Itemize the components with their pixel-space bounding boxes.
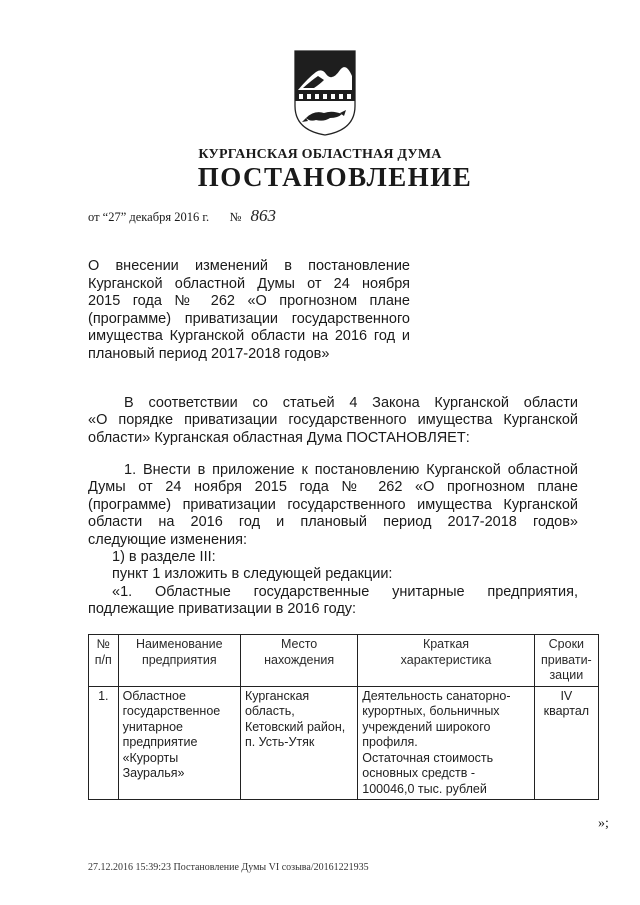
date-text: от “27” декабря 2016 г. [88,210,210,224]
cell-line: учреждений широкого [362,719,491,734]
title-line: 2015 года № 262 «О прогнозном плане [88,293,410,310]
document-title [88,258,410,364]
cell-line: государственное [122,704,221,718]
header-description [358,635,534,687]
closing-quote: »; [598,816,609,831]
item-line: 1. Внести в приложение к постановлению Курганской областной [124,462,578,478]
cell-line: IV [560,688,573,703]
cell-line: «Курорты [122,750,179,765]
header-line: привати- [540,652,592,667]
header-line: зации [549,668,584,682]
footer-stamp: 27.12.2016 15:39:23 Постановление Думы VI созыва/20161221935 [88,862,369,873]
cell-line: основных средств - [362,766,475,780]
title-line: Курганской областной Думы от 24 ноября [88,275,410,292]
header-name [118,635,240,687]
header-term [534,635,598,687]
title-line: имущества Курганской области на 2016 год и [88,328,410,345]
header-line: Сроки [548,637,585,651]
cell-number: 1. [89,686,119,800]
header-location [240,635,357,687]
cell-line: п. Усть-Утяк [244,735,315,749]
header-number [89,635,119,687]
cell-line: Зауралья» [122,766,185,780]
header-line: Краткая [422,637,470,651]
item-line: (программе) приватизации государственного имущества Курганской [88,496,578,513]
title-line: плановый период 2017-2018 годов» [88,345,330,362]
cell-line: Деятельность санаторно- [362,688,511,703]
cell-line: предприятие [122,735,198,749]
number-label: № [229,210,242,224]
cell-line: Кетовский район, [244,719,346,734]
cell-line: курортных, больничных [362,704,500,718]
cell-line: 100046,0 тыс. рублей [362,781,487,796]
coat-of-arms-icon [294,50,356,136]
cell-location [240,686,357,800]
document-number: 863 [250,206,276,225]
header-line: п/п [94,652,112,667]
cell-line: Областное [122,688,186,703]
item-line: области на 2016 год и плановый период 2017-2018 годов» [88,514,578,531]
header-line: характеристика [400,652,492,667]
preamble-line: В соответствии со статьей 4 Закона Курганской области [124,395,578,411]
coat-of-arms-emblem [294,50,356,136]
privatization-table [88,634,599,800]
cell-line: профиля. [362,735,418,749]
preamble-paragraph [88,395,578,447]
header-line: предприятия [141,652,217,667]
preamble-line: «О порядке приватизации государственного имущества Курганской [88,412,578,429]
item-line: следующие изменения: [88,531,248,548]
item-line: «1. Областные государственные унитарные предприятия, [112,583,578,600]
cell-line: унитарное [122,719,184,734]
header-line: № [96,637,110,651]
item-line: 1) в разделе III: [112,549,216,566]
table-row [89,686,599,800]
cell-line: Остаточная стоимость [362,750,494,765]
title-line: О внесении изменений в постановление [88,258,410,274]
header-line: Место [280,637,318,651]
document-type: ПОСТАНОВЛЕНИЕ [197,162,473,192]
item-line: пункт 1 изложить в следующей редакции: [112,566,393,583]
cell-line: квартал [543,704,590,718]
header-line: Наименование [135,637,223,651]
item-line: подлежащие приватизации в 2016 году: [88,601,357,618]
cell-line: область, [244,704,295,718]
table-header-row [89,635,599,687]
item-1-paragraph [88,462,578,619]
header-line: нахождения [264,652,335,667]
cell-line: Курганская [244,688,310,703]
date-line [88,206,276,226]
title-line: (программе) приватизации государственного [88,310,410,327]
organization-name: КУРГАНСКАЯ ОБЛАСТНАЯ ДУМА [198,147,442,162]
cell-term [534,686,598,800]
item-line: Думы от 24 ноября 2015 года № 262 «О прогнозном плане [88,479,578,496]
cell-description [358,686,534,800]
cell-name [118,686,240,800]
preamble-line: области» Курганская областная Дума ПОСТАНОВЛЯЕТ: [88,429,470,446]
